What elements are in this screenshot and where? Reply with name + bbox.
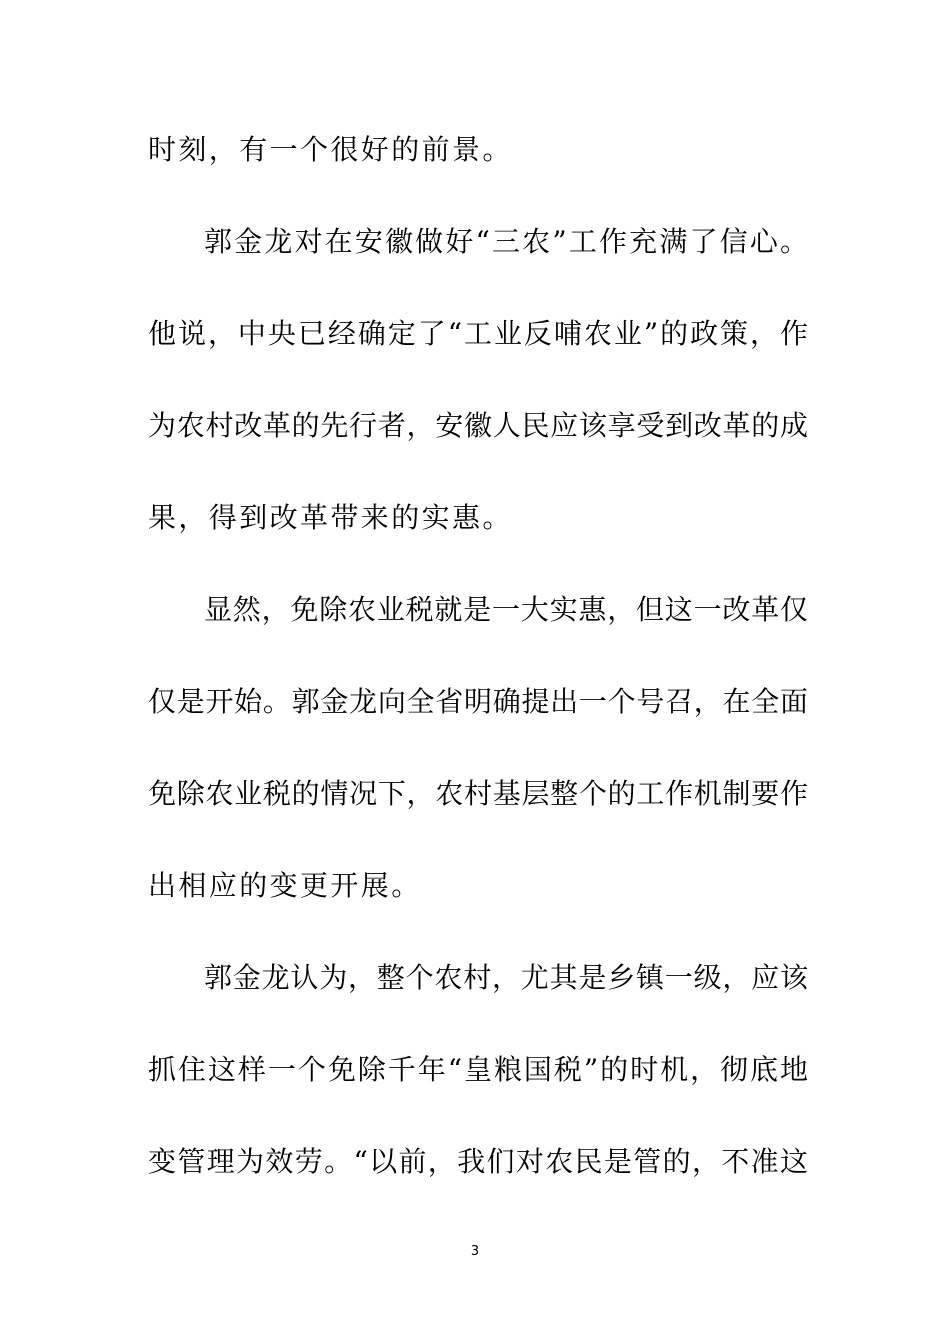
text-line: 为农村改革的先行者，安徽人民应该享受到改革的成 — [148, 409, 808, 442]
text-line: 果，得到改革带来的实惠。 — [148, 501, 513, 534]
text-line: 郭金龙认为，整个农村，尤其是乡镇一级，应该 — [204, 961, 808, 994]
text-line: 抓住这样一个免除千年“皇粮国税”的时机，彻底地 — [148, 1053, 808, 1086]
text-line: 时刻，有一个很好的前景。 — [148, 133, 513, 166]
text-line: 郭金龙对在安徽做好“三农”工作充满了信心。 — [204, 225, 808, 258]
page-number: 3 — [470, 1244, 480, 1259]
text-line: 出相应的变更开展。 — [148, 869, 422, 902]
text-line: 显然，免除农业税就是一大实惠，但这一改革仅 — [204, 593, 808, 626]
text-line: 免除农业税的情况下，农村基层整个的工作机制要作 — [148, 777, 808, 810]
text-line: 变管理为效劳。“以前，我们对农民是管的，不准这 — [148, 1145, 808, 1178]
text-line: 仅是开始。郭金龙向全省明确提出一个号召，在全面 — [148, 685, 808, 718]
text-line: 他说，中央已经确定了“工业反哺农业”的政策，作 — [148, 317, 808, 350]
